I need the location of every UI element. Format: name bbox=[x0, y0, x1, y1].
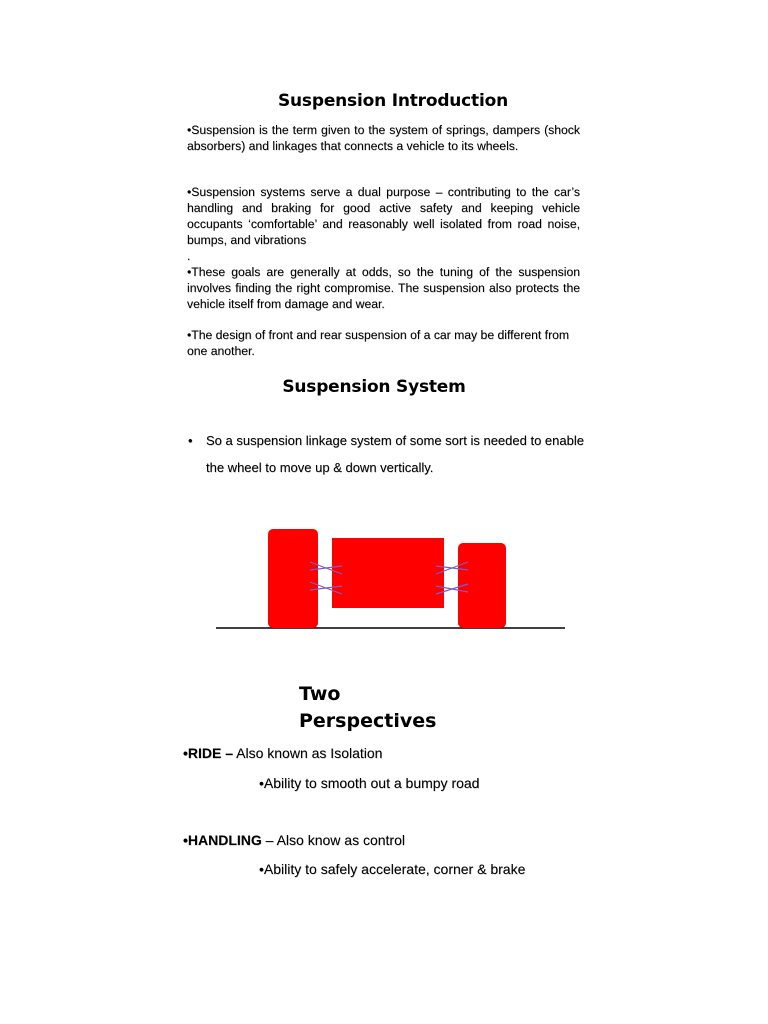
bullet-text: So a suspension linkage system of some sort is needed to enable the wheel to move up & down vertically. bbox=[206, 433, 584, 475]
intro-paragraph-2: •Suspension systems serve a dual purpose – contributing to the car’s handling and braking for good active safety and keeping vehicle occupants ‘comfortable’ and reasonably well isolated from road noise, bumps, and vibrations bbox=[187, 185, 580, 247]
two-perspectives-heading bbox=[299, 681, 499, 735]
bullet-marker: • bbox=[188, 433, 193, 448]
handling-label: •HANDLING bbox=[183, 832, 262, 848]
intro-paragraph-1: •Suspension is the term given to the system of springs, dampers (shock absorbers) and linkages that connects a vehicle to its wheels. bbox=[187, 123, 580, 153]
intro-paragraph-3: •These goals are generally at odds, so the tuning of the suspension involves finding the right compromise. The suspension also protects the vehicle itself from damage and wear. bbox=[187, 265, 580, 311]
handling-item bbox=[183, 832, 405, 848]
suspension-system-heading: Suspension System bbox=[282, 377, 466, 397]
suspension-system-bullet bbox=[188, 427, 588, 481]
two-perspectives-line-1: Two bbox=[299, 683, 341, 705]
handling-text: – Also know as control bbox=[261, 832, 405, 848]
two-perspectives-line-2: Perspectives bbox=[299, 710, 437, 732]
ride-label: •RIDE – bbox=[183, 745, 234, 761]
intro-paragraph-2-period: . bbox=[187, 249, 191, 263]
ride-text: Also known as Isolation bbox=[233, 745, 383, 761]
ride-item bbox=[183, 745, 382, 761]
intro-paragraph-4: •The design of front and rear suspension of a car may be different from one another. bbox=[187, 328, 570, 358]
suspension-diagram bbox=[210, 522, 570, 634]
suspension-introduction-heading: Suspension Introduction bbox=[277, 91, 508, 111]
handling-subitem: •Ability to safely accelerate, corner & brake bbox=[259, 861, 526, 877]
ride-subitem: •Ability to smooth out a bumpy road bbox=[259, 775, 480, 791]
vehicle-body bbox=[332, 538, 444, 608]
left-wheel bbox=[268, 529, 318, 628]
